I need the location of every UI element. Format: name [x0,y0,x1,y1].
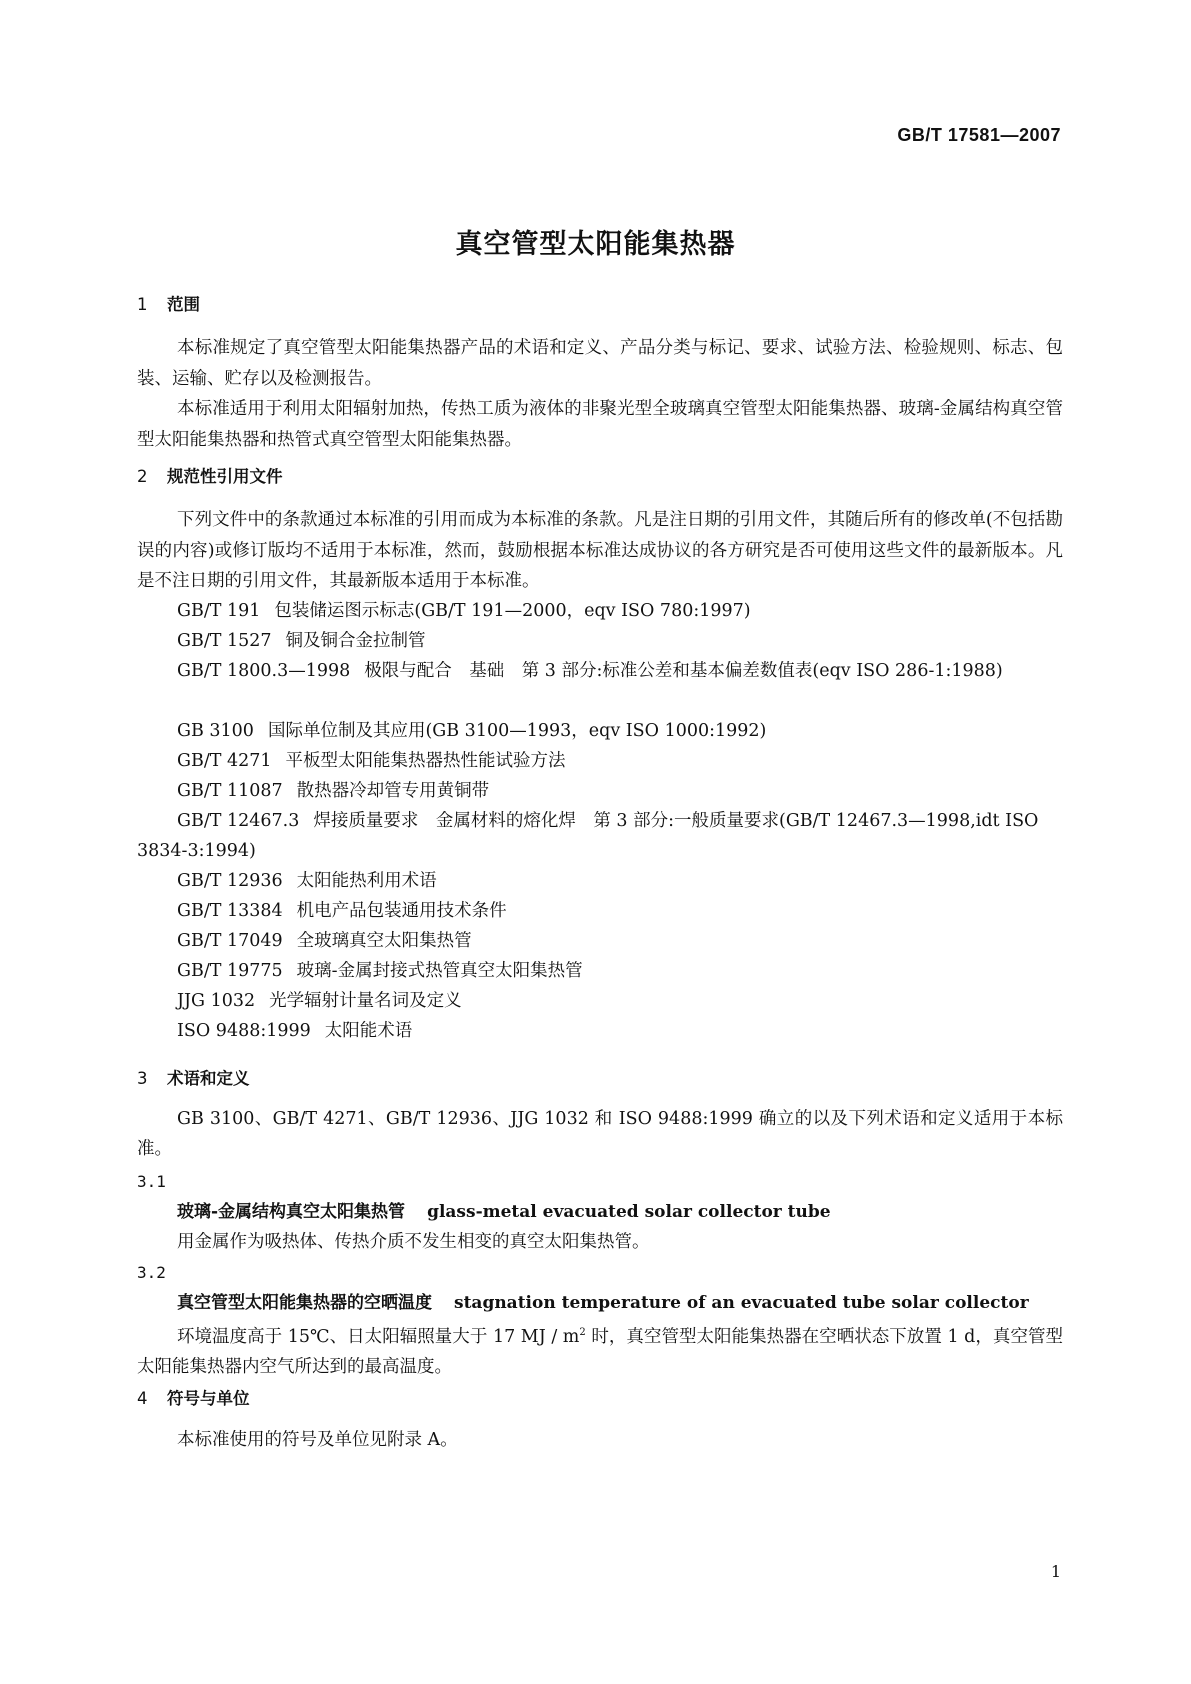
reference-title: 玻璃-金属封接式热管真空太阳集热管 [296,961,583,981]
paragraph: 本标准使用的符号及单位见附录 A。 [177,1430,458,1450]
reference-title: 铜及铜合金拉制管 [285,631,426,651]
reference-title: 包装储运图示标志(GB/T 191—2000，eqv ISO 780:1997) [274,601,751,621]
section-number: 1 [137,295,148,314]
section-title: 术语和定义 [167,1069,250,1088]
reference-title: 国际单位制及其应用(GB 3100—1993，eqv ISO 1000:1992) [267,721,767,741]
term-number: 3.1 [137,1172,166,1191]
term-en: glass-metal evacuated solar collector tube [427,1202,831,1222]
reference-code: GB/T 1800.3—1998 [177,661,351,681]
section-heading-1 [137,295,200,315]
reference-title: 全玻璃真空太阳集热管 [296,931,472,951]
reference-code: JJG 1032 [177,991,256,1011]
reference-item [137,956,1063,986]
term-zh: 真空管型太阳能集热器的空晒温度 [177,1293,432,1313]
reference-item [137,986,1063,1016]
definition-text: 环境温度高于 15℃、日太阳辐照量大于 17 MJ / m [177,1326,580,1347]
standard-code: GB/T 17581—2007 [897,125,1061,145]
reference-title: 平板型太阳能集热器热性能试验方法 [285,751,566,771]
section-heading-4 [137,1389,250,1409]
superscript: 2 [579,1327,586,1338]
term-zh: 玻璃-金属结构真空太阳集热管 [177,1202,406,1222]
reference-title: 极限与配合 基础 第 3 部分:标准公差和基本偏差数值表(eqv ISO 286-1:1988) [364,661,1003,681]
reference-code: GB/T 13384 [177,901,283,921]
section-title: 规范性引用文件 [167,467,283,486]
paragraph: GB 3100、GB/T 4271、GB/T 12936、JJG 1032 和 ISO 9488:1999 确立的以及下列术语和定义适用于本标准。 [137,1109,1063,1159]
reference-item [137,926,1063,956]
reference-code: GB/T 17049 [177,931,283,951]
section-heading-2 [137,467,283,487]
reference-item [137,866,1063,896]
reference-item [137,896,1063,926]
reference-title: 太阳能术语 [324,1021,413,1041]
section-number: 2 [137,467,148,486]
reference-code: GB/T 19775 [177,961,283,981]
document-title: 真空管型太阳能集热器 [455,229,736,260]
reference-item [137,596,1063,626]
reference-code: GB/T 12936 [177,871,283,891]
section-title: 符号与单位 [167,1389,250,1408]
paragraph: 下列文件中的条款通过本标准的引用而成为本标准的条款。凡是注日期的引用文件，其随后所有的修改单(不包括勘误的内容)或修订版均不适用于本标准，然而，鼓励根据本标准达成协议的各方研究是否可使用这些文件的最新版本。凡是不注日期的引用文件，其最新版本适用于本标准。 [137,510,1063,591]
reference-item [137,626,1063,656]
reference-item [137,776,1063,806]
term-definition: 用金属作为吸热体、传热介质不发生相变的真空太阳集热管。 [177,1232,650,1252]
reference-title: 光学辐射计量名词及定义 [269,991,462,1011]
paragraph: 本标准规定了真空管型太阳能集热器产品的术语和定义、产品分类与标记、要求、试验方法、检验规则、标志、包装、运输、贮存以及检测报告。 [137,338,1063,389]
reference-code: GB/T 4271 [177,751,272,771]
reference-title: 机电产品包装通用技术条件 [296,901,507,921]
section-title: 范围 [167,295,200,314]
term-number: 3.2 [137,1263,166,1282]
reference-code: GB 3100 [177,721,254,741]
section-number: 4 [137,1389,148,1408]
term-en: stagnation temperature of an evacuated tube solar collector [454,1293,1029,1313]
reference-code: GB/T 1527 [177,631,272,651]
reference-item [137,1016,1063,1046]
reference-item [137,716,1063,746]
page-number: 1 [1050,1562,1061,1581]
reference-title: 散热器冷却管专用黄铜带 [296,781,490,801]
reference-item [137,656,1063,686]
reference-code: GB/T 191 [177,601,261,621]
reference-item [137,806,1063,866]
reference-item [137,746,1063,776]
reference-title: 焊接质量要求 金属材料的熔化焊 第 3 部分:一般质量要求(GB/T 12467.3—1998,idt ISO 3834-3:1994) [137,811,1039,861]
reference-title: 太阳能热利用术语 [296,871,437,891]
paragraph: 本标准适用于利用太阳辐射加热，传热工质为液体的非聚光型全玻璃真空管型太阳能集热器、玻璃-金属结构真空管型太阳能集热器和热管式真空管型太阳能集热器。 [137,399,1063,450]
section-heading-3 [137,1069,250,1089]
section-number: 3 [137,1069,148,1088]
term-heading [177,1201,831,1223]
definition-text: 时，真空管型太阳能集热器在空晒状态下放置 1 d，真空管型太阳能集热器内空气所达到的最高温度。 [137,1326,1063,1377]
term-heading [177,1292,1029,1314]
reference-code: ISO 9488:1999 [177,1021,311,1041]
reference-code: GB/T 12467.3 [177,811,300,831]
term-definition [137,1318,1063,1382]
reference-code: GB/T 11087 [177,781,283,801]
